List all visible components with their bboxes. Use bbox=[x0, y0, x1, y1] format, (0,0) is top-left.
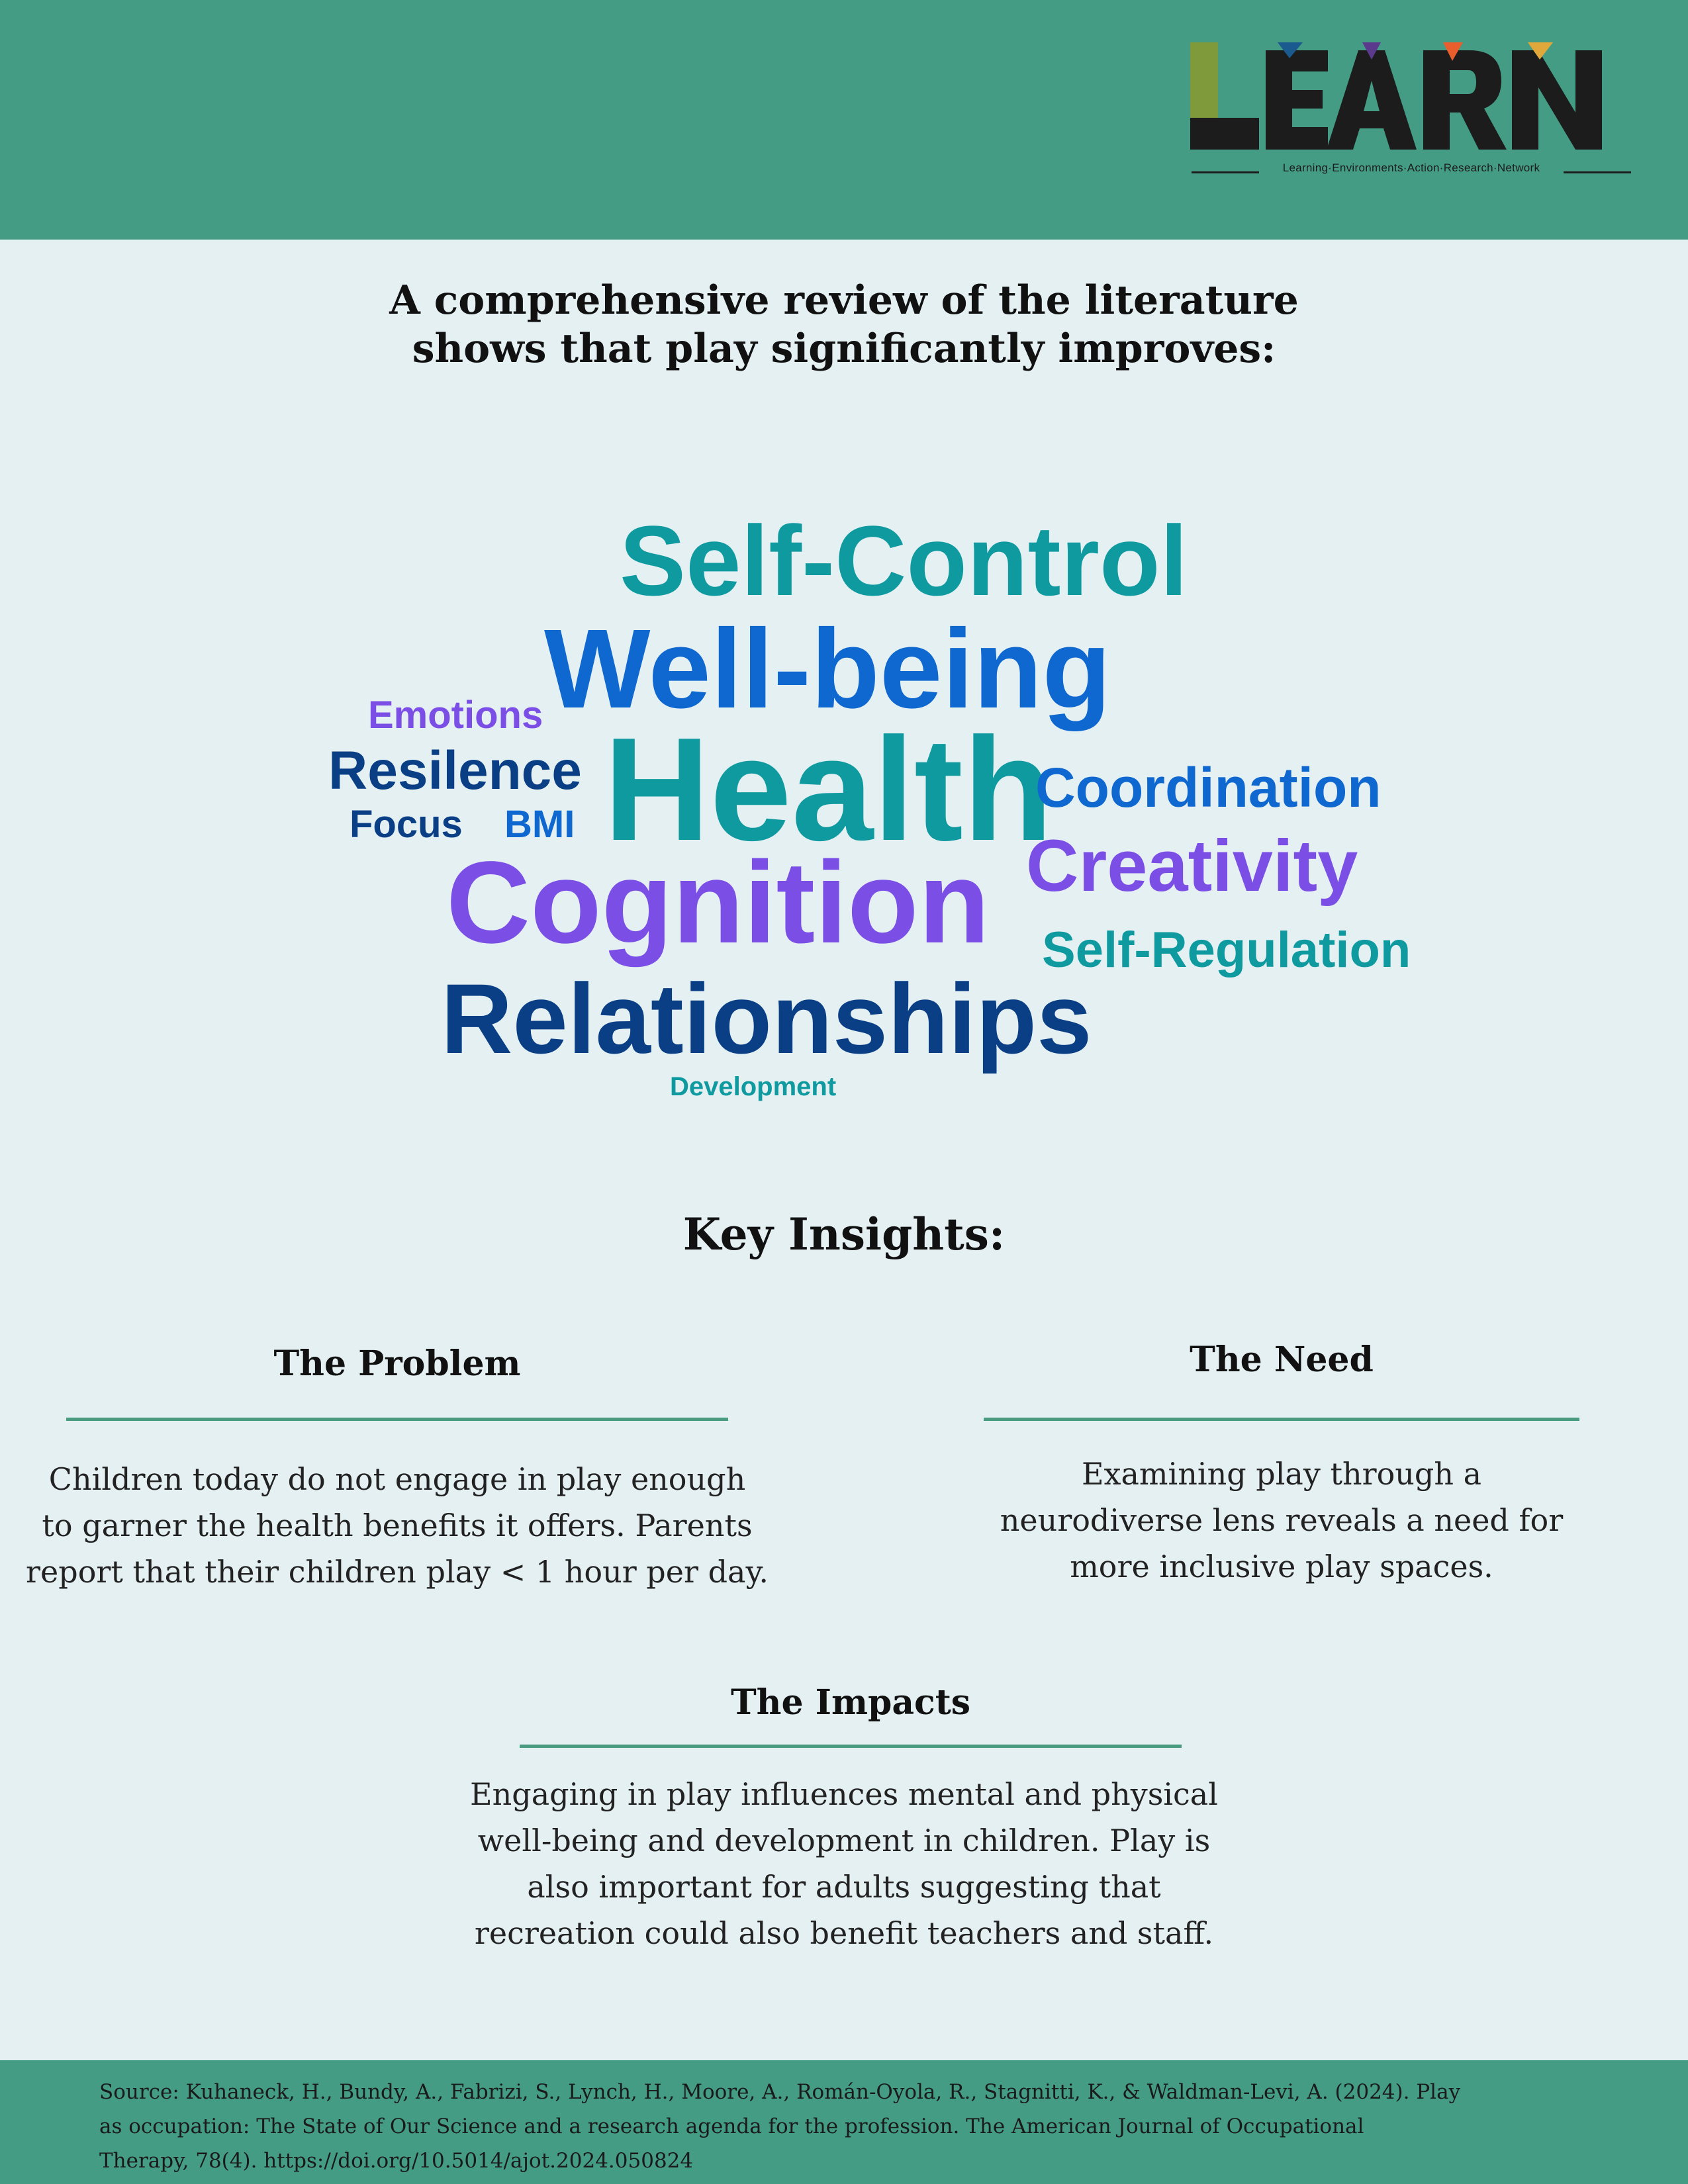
impacts-line-1: Engaging in play influences mental and physical bbox=[470, 1776, 1218, 1812]
citation-line-3: Therapy, 78(4). https://doi.org/10.5014/ajot.2024.050824 bbox=[99, 2149, 694, 2173]
word-health: Health bbox=[604, 707, 1053, 872]
need-text bbox=[917, 1451, 1646, 1590]
word-focus: Focus bbox=[350, 803, 463, 846]
problem-line-1: Children today do not engage in play enough bbox=[48, 1461, 746, 1497]
problem-line-3: report that their children play < 1 hour per day. bbox=[26, 1554, 769, 1590]
intro-line-1: A comprehensive review of the literature bbox=[389, 277, 1299, 324]
problem-title: The Problem bbox=[273, 1343, 521, 1384]
need-line-2: neurodiverse lens reveals a need for bbox=[1000, 1502, 1564, 1538]
logo-tagline: Learning·Environments·Action·Research·Network bbox=[1282, 161, 1540, 174]
word-well-being: Well-being bbox=[544, 606, 1111, 732]
impacts-title: The Impacts bbox=[730, 1682, 971, 1723]
problem-text bbox=[0, 1456, 794, 1595]
need-divider bbox=[984, 1418, 1579, 1421]
impacts-line-4: recreation could also benefit teachers and staff. bbox=[474, 1915, 1214, 1951]
intro-line-2: shows that play significantly improves: bbox=[412, 326, 1276, 372]
word-bmi: BMI bbox=[504, 803, 575, 846]
logo-letter-r bbox=[1423, 50, 1507, 150]
logo-letter-n bbox=[1512, 50, 1602, 150]
citation-line-2: as occupation: The State of Our Science and a research agenda for the profession. The American Journal of Occupational bbox=[99, 2115, 1364, 2138]
need-line-3: more inclusive play spaces. bbox=[1070, 1549, 1493, 1584]
logo-letter-e bbox=[1266, 50, 1328, 150]
logo-rule-left bbox=[1192, 171, 1259, 173]
logo-rule-right bbox=[1564, 171, 1631, 173]
word-self-regulation: Self-Regulation bbox=[1042, 922, 1411, 978]
impacts-text bbox=[381, 1771, 1307, 1956]
word-self-control: Self-Control bbox=[620, 505, 1188, 616]
word-development: Development bbox=[670, 1072, 837, 1101]
word-emotions: Emotions bbox=[368, 694, 543, 737]
intro-heading bbox=[265, 277, 1423, 373]
impacts-line-3: also important for adults suggesting that bbox=[527, 1869, 1161, 1905]
problem-line-2: to garner the health benefits it offers. Parents bbox=[42, 1508, 753, 1543]
problem-divider bbox=[66, 1418, 728, 1421]
logo-letter-l-base bbox=[1190, 118, 1259, 150]
word-resilence: Resilence bbox=[328, 741, 582, 801]
key-insights-title: Key Insights: bbox=[682, 1208, 1006, 1260]
word-coordination: Coordination bbox=[1035, 756, 1382, 819]
word-relationships: Relationships bbox=[441, 963, 1092, 1074]
need-line-1: Examining play through a bbox=[1081, 1456, 1482, 1492]
citation-line-1: Source: Kuhaneck, H., Bundy, A., Fabrizi, S., Lynch, H., Moore, A., Román-Oyola, R., Stagnitti, K., & Waldman-Levi, A. (2024). Play bbox=[99, 2080, 1461, 2104]
word-cognition: Cognition bbox=[446, 838, 990, 968]
source-citation bbox=[99, 2075, 1628, 2178]
logo-letter-l-stem bbox=[1190, 42, 1218, 122]
word-creativity: Creativity bbox=[1026, 825, 1358, 907]
impacts-divider bbox=[520, 1745, 1182, 1748]
need-title: The Need bbox=[1190, 1340, 1374, 1380]
impacts-line-2: well-being and development in children. Play is bbox=[477, 1823, 1211, 1858]
